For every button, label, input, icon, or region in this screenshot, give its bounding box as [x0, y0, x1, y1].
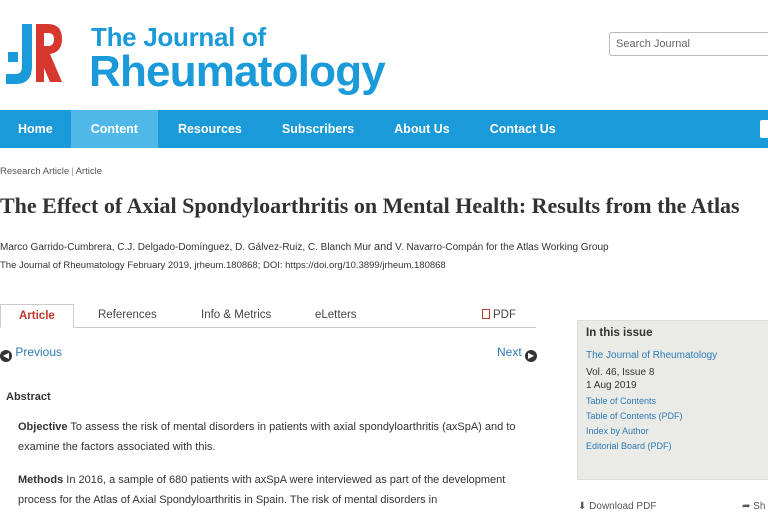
breadcrumb-article[interactable]: Article [75, 166, 103, 177]
tab-info-metrics[interactable]: Info & Metrics [201, 309, 272, 321]
methods-text: In 2016, a sample of 680 patients with axSpA were interviewed as part of the development process for the Atlas of Axial Spondyloarthritis in Spain. The risk of mental disorders in [18, 474, 506, 506]
site-header [0, 0, 768, 110]
authors-and: and [374, 241, 393, 253]
in-this-issue-panel [577, 320, 768, 480]
abstract-objective [18, 417, 524, 457]
abstract-heading: Abstract [6, 391, 51, 403]
citation-line: The Journal of Rheumatology February 2019, jrheum.180868; DOI: https://doi.org/10.3899/jrheum.180868 [0, 260, 446, 271]
tab-references[interactable]: References [98, 309, 157, 321]
methods-label: Methods [18, 474, 64, 486]
search-input[interactable] [609, 32, 768, 56]
index-by-author-link[interactable]: Index by Author [586, 426, 649, 436]
next-link[interactable] [497, 345, 537, 362]
author-list [0, 241, 609, 253]
article-title: The Effect of Axial Spondyloarthritis on Mental Health: Results from the Atlas [0, 193, 740, 218]
share-link[interactable] [742, 501, 765, 512]
authors-main[interactable]: Marco Garrido-Cumbrera, C.J. Delgado-Domínguez, D. Gálvez-Ruiz, C. Blanch Mur [0, 242, 372, 253]
nav-about-us[interactable]: About Us [394, 122, 450, 136]
nav-home[interactable]: Home [18, 122, 53, 136]
download-icon: ⬇ [578, 501, 587, 512]
breadcrumb: Research Article | Article [0, 166, 103, 177]
issue-journal-link[interactable]: The Journal of Rheumatology [586, 350, 718, 361]
nav-contact-us[interactable]: Contact Us [489, 122, 556, 136]
main-nav [0, 110, 768, 148]
logo-text-big[interactable]: Rheumatology [89, 47, 385, 96]
download-label: Download PDF [589, 501, 657, 512]
tab-eletters[interactable]: eLetters [315, 309, 357, 321]
logo-text-small[interactable]: The Journal of [91, 22, 266, 52]
abstract-methods [18, 470, 524, 510]
tab-pdf-label: PDF [493, 309, 516, 321]
tab-article[interactable]: Article [0, 304, 74, 328]
issue-volume: Vol. 46, Issue 8 [586, 367, 655, 378]
issue-date: 1 Aug 2019 [586, 380, 637, 391]
arrow-left-icon: ◀ [0, 350, 12, 362]
objective-label: Objective [18, 421, 68, 433]
share-icon: ➦ [742, 501, 751, 512]
authors-end[interactable]: V. Navarro-Compán for the Atlas Working Group [395, 242, 609, 253]
nav-subscribers[interactable]: Subscribers [281, 122, 355, 136]
issue-heading: In this issue [586, 327, 653, 339]
previous-label: Previous [15, 345, 63, 359]
objective-text: To assess the risk of mental disorders in patients with axial spondyloarthritis (axSpA) and to examine the factors associated with this. [18, 421, 516, 453]
download-pdf-link[interactable] [578, 501, 656, 512]
toc-link[interactable]: Table of Contents [586, 396, 657, 406]
breadcrumb-type[interactable]: Research Article [0, 166, 70, 177]
toc-pdf-link[interactable]: Table of Contents (PDF) [586, 411, 683, 421]
tab-pdf[interactable] [482, 304, 516, 328]
share-label: Sh [753, 501, 766, 512]
jr-logo-icon[interactable] [4, 22, 64, 94]
nav-resources[interactable]: Resources [177, 122, 242, 136]
arrow-right-icon: ▶ [525, 350, 537, 362]
editorial-board-link[interactable]: Editorial Board (PDF) [586, 441, 672, 451]
next-label: Next [497, 345, 522, 359]
nav-content[interactable]: Content [71, 110, 158, 148]
previous-link[interactable] [0, 345, 62, 362]
nav-menu-icon[interactable] [760, 120, 768, 138]
article-tabs [0, 304, 536, 328]
pdf-icon [482, 309, 490, 319]
